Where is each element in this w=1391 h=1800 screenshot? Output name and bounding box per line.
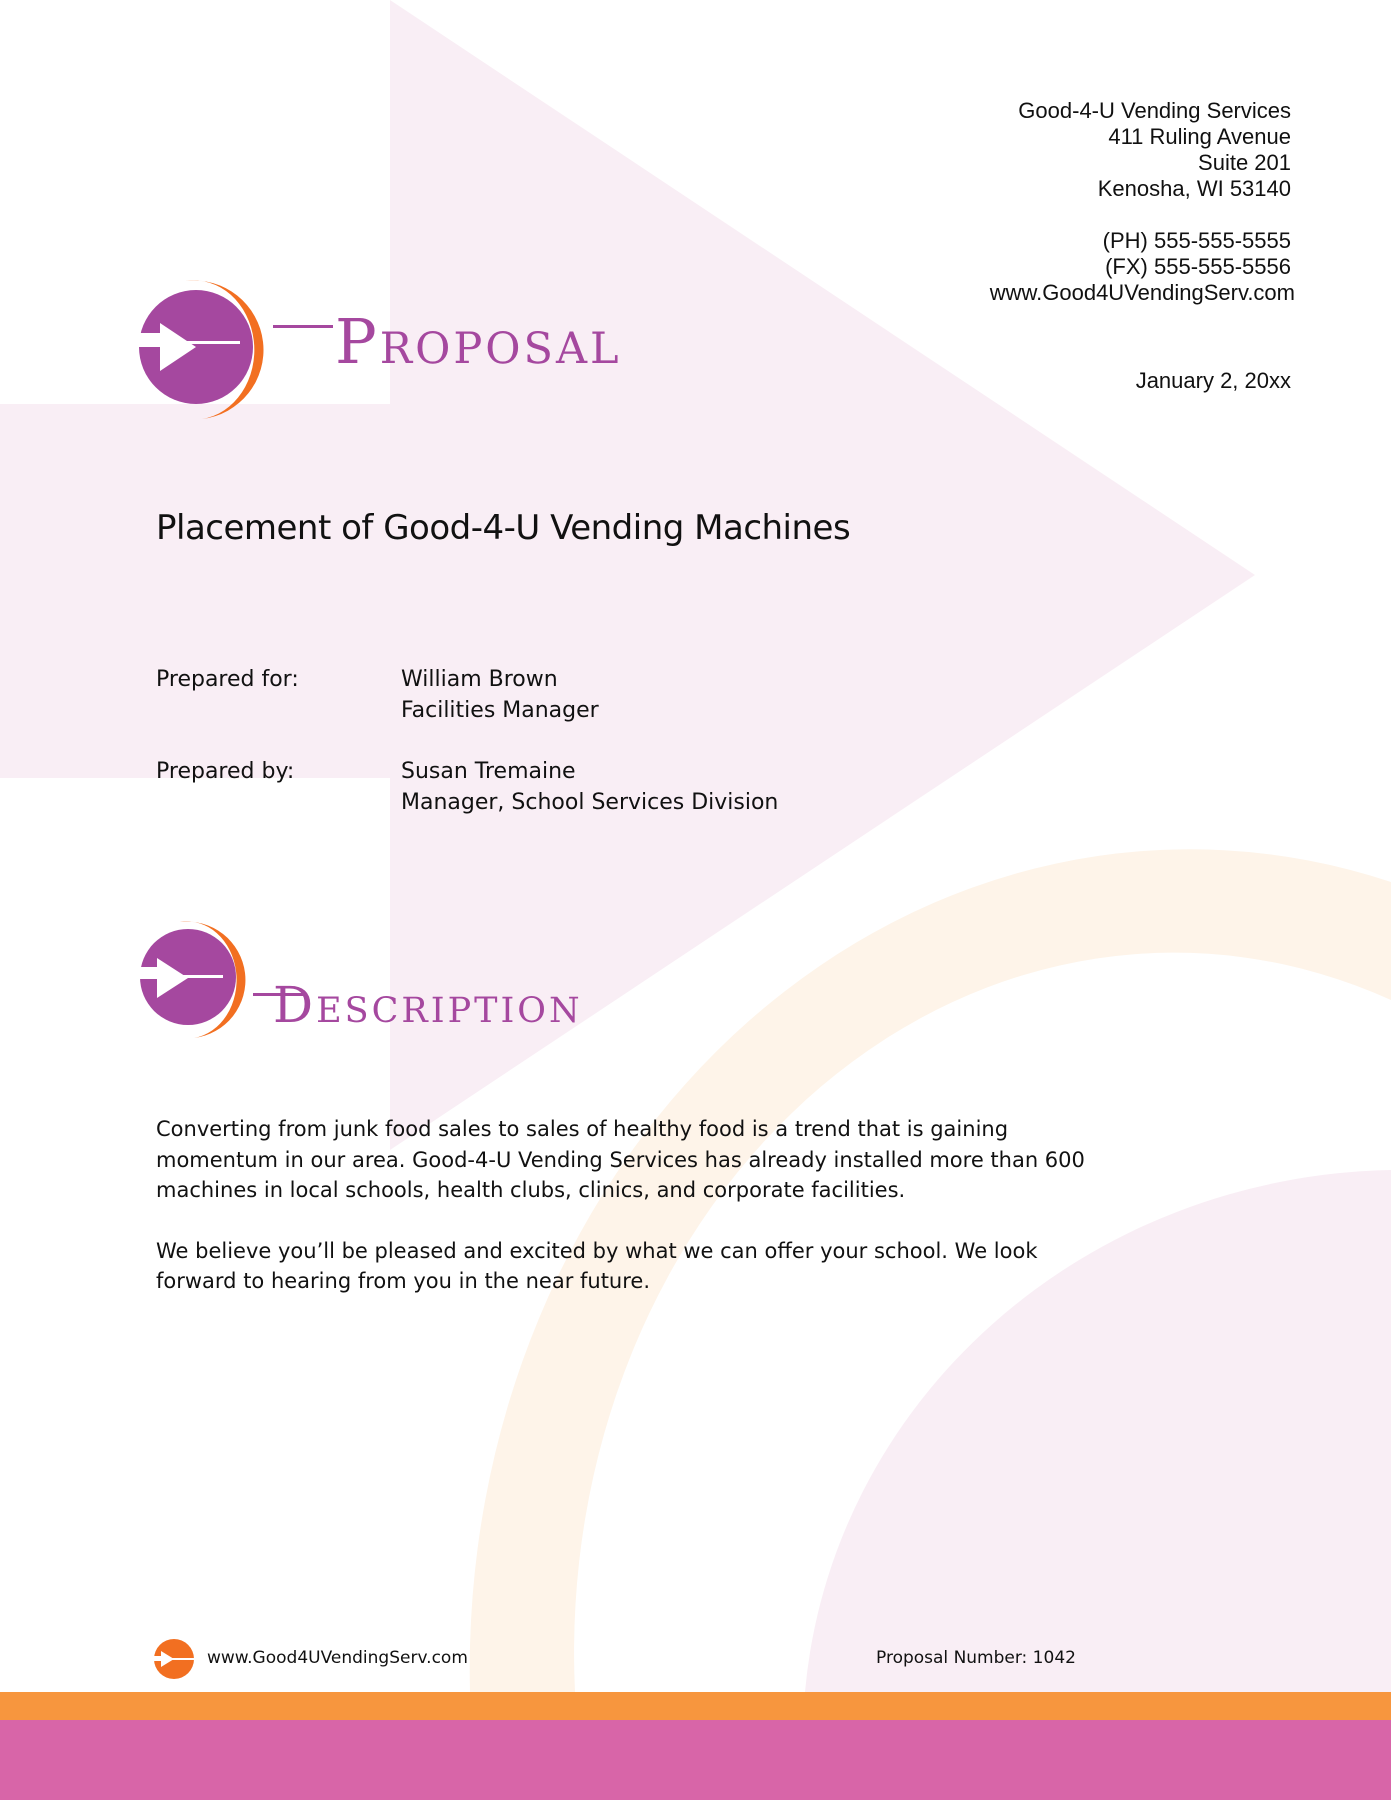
proposal-heading-text: Proposal	[335, 305, 622, 378]
prepared-by-label: Prepared by:	[156, 759, 295, 784]
footer-proposal-number: Proposal Number: 1042	[876, 1648, 1076, 1668]
footer-pink-band	[0, 1720, 1391, 1800]
description-heading	[138, 910, 618, 1045]
prepared-by-role: Manager, School Services Division	[401, 790, 779, 815]
description-body	[156, 1114, 1116, 1327]
prepared-for-role: Facilities Manager	[401, 698, 599, 723]
footer-website[interactable]: www.Good4UVendingServ.com	[207, 1648, 468, 1668]
company-fax: (FX) 555-555-5556	[1105, 254, 1291, 279]
arrow-in-circle-logo-icon	[138, 280, 333, 419]
document-title: Placement of Good-4-U Vending Machines	[156, 508, 851, 548]
company-city: Kenosha, WI 53140	[1097, 176, 1291, 201]
footer-logo-icon	[153, 1637, 201, 1681]
prepared-by-name: Susan Tremaine	[401, 759, 576, 784]
description-paragraph-2: We believe you’ll be pleased and excited by what we can offer your school. We look forward to hearing from you in the near future.	[156, 1238, 1038, 1293]
company-address-block	[989, 98, 1295, 306]
company-name: Good-4-U Vending Services	[1018, 98, 1291, 123]
company-phone: (PH) 555-555-5555	[1102, 228, 1291, 253]
proposal-heading	[138, 263, 698, 423]
prepared-for-label: Prepared for:	[156, 667, 299, 692]
footer-orange-band	[0, 1692, 1391, 1720]
company-website[interactable]: www.Good4UVendingServ.com	[989, 280, 1295, 305]
description-heading-text: Description	[273, 976, 583, 1034]
company-suite: Suite 201	[1198, 150, 1291, 175]
document-date: January 2, 20xx	[1135, 368, 1291, 393]
description-paragraph-1: Converting from junk food sales to sales of healthy food is a trend that is gaining momentum in our area. Good-4-U Vending Services has already installed more than 600 machines in local schools, health clubs, clinics, and corporate facilities.	[156, 1117, 1085, 1202]
prepared-for-name: William Brown	[401, 667, 558, 692]
company-street: 411 Ruling Avenue	[1108, 124, 1291, 149]
